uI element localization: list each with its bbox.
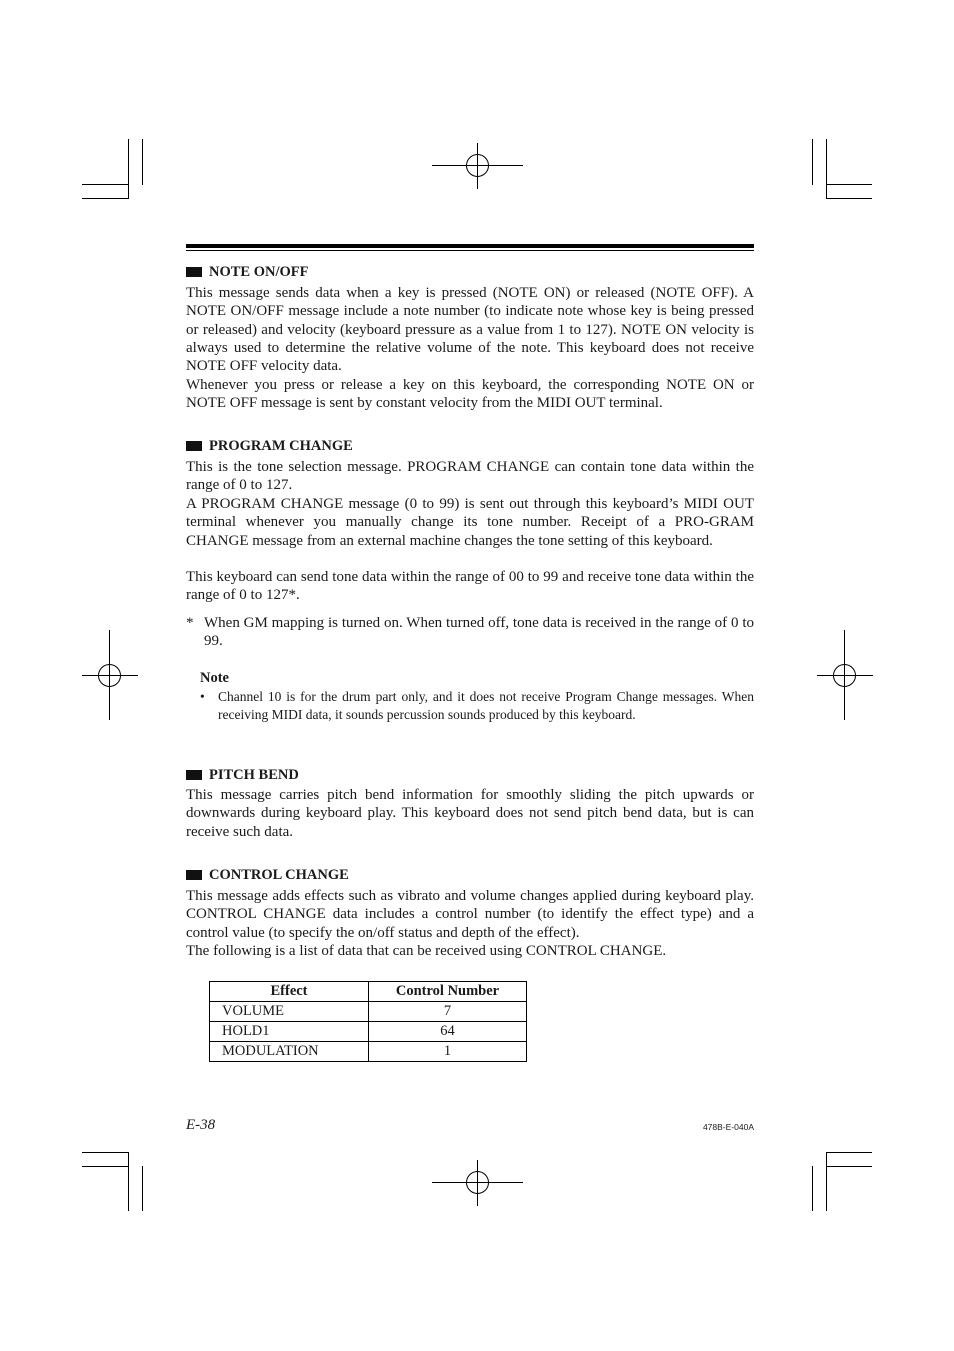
- section-bullet-icon: [186, 870, 202, 880]
- header-rule-thin: [186, 250, 754, 251]
- control-change-table: [209, 981, 527, 1062]
- program-change-para-1: This is the tone selection message. PROGRAM CHANGE can contain tone data within the range of 0 to 127.: [186, 459, 754, 494]
- table-cell-effect: HOLD1: [210, 1022, 369, 1042]
- note-bullet: •: [200, 689, 205, 704]
- table-row: [210, 1042, 527, 1062]
- heading-control-change: [186, 866, 349, 884]
- section-bullet-icon: [186, 267, 202, 277]
- heading-label: CONTROL CHANGE: [209, 867, 349, 883]
- note-onoff-para-2: Whenever you press or release a key on this keyboard, the corresponding NOTE ON or NOTE OFF message is sent by constant velocity from the MIDI OUT terminal.: [186, 377, 754, 412]
- section-bullet-icon: [186, 770, 202, 780]
- heading-note-onoff: [186, 263, 309, 281]
- table-header-effect: Effect: [210, 982, 369, 1002]
- note-body: [200, 688, 754, 723]
- program-change-para-3: This keyboard can send tone data within the range of 00 to 99 and receive tone data within the range of 0 to 127*.: [186, 569, 754, 604]
- program-change-para-2: A PROGRAM CHANGE message (0 to 99) is sent out through this keyboard’s MIDI OUT terminal whenever you manually change its tone number. Receipt of a PRO-GRAM CHANGE message from an external machine changes the tone setting of this keyboard.: [186, 496, 754, 549]
- note-heading: Note: [200, 670, 229, 686]
- registration-mark-right: [817, 630, 873, 720]
- table-header-row: [210, 982, 527, 1002]
- header-rule-thick: [186, 244, 754, 248]
- table-cell-number: 64: [369, 1022, 527, 1042]
- table-row: [210, 1022, 527, 1042]
- registration-mark-top: [432, 143, 523, 189]
- footnote-mark: *: [186, 615, 194, 631]
- table-cell-number: 7: [369, 1002, 527, 1022]
- table-cell-effect: MODULATION: [210, 1042, 369, 1062]
- note-onoff-para-1: This message sends data when a key is pressed (NOTE ON) or released (NOTE OFF). A NOTE ON/OFF message include a note number (to indicate note whose key is being pressed or released) and velocity (keyboard pressure as a value from 1 to 127). NOTE ON velocity is always used to determine the relative volume of the note. This keyboard does not receive NOTE OFF velocity data.: [186, 285, 754, 375]
- page-number: E-38: [186, 1117, 216, 1133]
- section-bullet-icon: [186, 441, 202, 451]
- note-text: Channel 10 is for the drum part only, and it does not receive Program Change messages. When receiving MIDI data, it sounds percussion sounds produced by this keyboard.: [218, 689, 754, 722]
- table-cell-effect: VOLUME: [210, 1002, 369, 1022]
- control-change-para-1: This message adds effects such as vibrato and volume changes applied during keyboard play. CONTROL CHANGE data includes a control number (to identify the effect type) and a control value (to specify the on/off status and depth of the effect).: [186, 888, 754, 941]
- document-code: 478B-E-040A: [702, 1122, 754, 1132]
- table-cell-number: 1: [369, 1042, 527, 1062]
- pitch-bend-para-1: This message carries pitch bend information for smoothly sliding the pitch upwards or downwards during keyboard play. This keyboard does not send pitch bend data, but is can receive such data.: [186, 787, 754, 840]
- control-change-para-2: The following is a list of data that can be received using CONTROL CHANGE.: [186, 943, 667, 959]
- footnote-text: When GM mapping is turned on. When turned off, tone data is received in the range of 0 to 99.: [204, 615, 754, 650]
- footnote: [186, 614, 754, 651]
- heading-program-change: [186, 437, 353, 455]
- table-row: [210, 1002, 527, 1022]
- table-header-control-number: Control Number: [369, 982, 527, 1002]
- heading-label: NOTE ON/OFF: [209, 264, 309, 280]
- heading-label: PROGRAM CHANGE: [209, 438, 353, 454]
- registration-mark-bottom: [432, 1160, 523, 1206]
- registration-mark-left: [82, 630, 138, 720]
- heading-label: PITCH BEND: [209, 767, 299, 783]
- heading-pitch-bend: [186, 766, 299, 784]
